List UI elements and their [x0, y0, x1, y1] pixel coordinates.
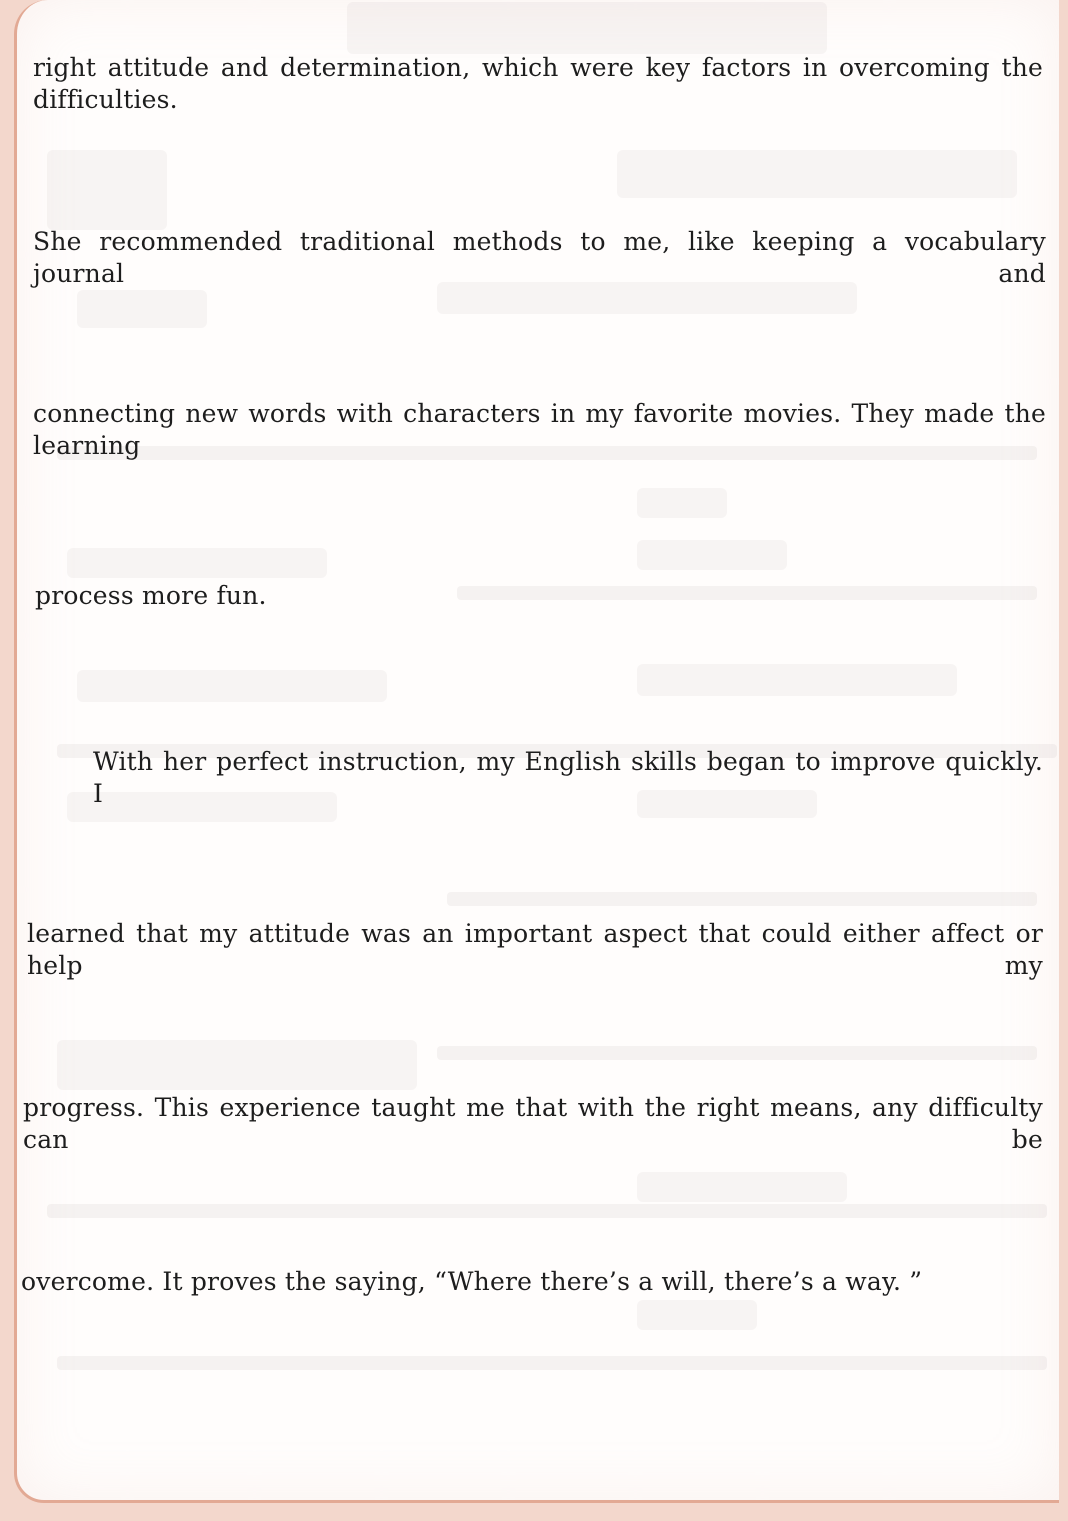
paper-sheet	[14, 0, 1059, 1503]
text-line-8: overcome. It proves the saying, “Where there’s a will, there’s a way. ”	[21, 1267, 923, 1296]
text-line-3: connecting new words with characters in my favorite movies. They made the learning	[33, 399, 1046, 460]
text-line-5: With her perfect instruction, my English skills began to improve quickly. I	[93, 747, 1043, 808]
text-line-6: learned that my attitude was an important aspect that could either affect or help my	[27, 919, 1043, 980]
text-line-4: process more fun.	[35, 581, 267, 610]
text-line-2: She recommended traditional methods to me, like keeping a vocabulary journal and	[33, 227, 1046, 288]
text-line-7: progress. This experience taught me that with the right means, any difficulty can be	[23, 1093, 1043, 1154]
text-line-1: right attitude and determination, which were key factors in overcoming the difficulties.	[33, 53, 1043, 114]
